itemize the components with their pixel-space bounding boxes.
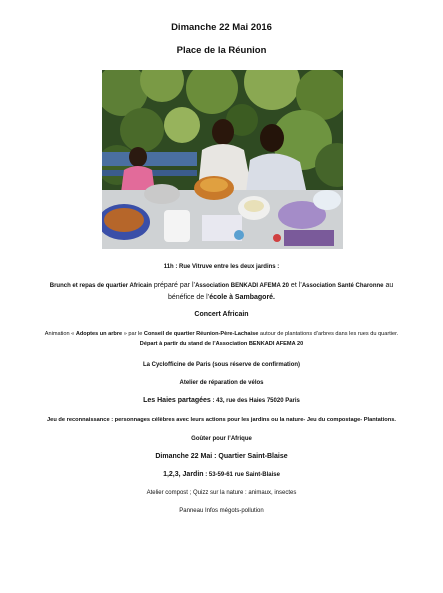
depart-text: Départ à partir du stand de l’Association BENKADI AFEMA 20 — [139, 341, 304, 347]
time-location-text: 11h : Rue Vitruve entre les deux jardins : — [163, 264, 280, 270]
jardin-line — [0, 471, 443, 478]
concert-line — [0, 311, 443, 318]
brunch-line-1 — [0, 282, 443, 289]
dimanche-saint-blaise-line — [0, 453, 443, 460]
jeu-line — [0, 417, 443, 423]
cyclofficine-text: La Cyclofficine de Paris (sous réserve de confirmation) — [142, 362, 301, 368]
jardin-part1: 1,2,3, Jardin — [163, 471, 204, 478]
cyclofficine-line — [0, 362, 443, 368]
jardin-part2: : 53-59-61 rue Saint-Blaise — [203, 472, 280, 478]
concert-text: Concert Africain — [194, 311, 249, 318]
brunch-line-2 — [0, 294, 443, 301]
event-date-title: Dimanche 22 Mai 2016 — [171, 22, 272, 33]
panneau-line — [0, 508, 443, 514]
atelier-compost-line — [0, 490, 443, 496]
atelier-velos-line — [0, 380, 443, 386]
brunch-line2b: école à Sambagoré. — [209, 294, 276, 301]
animation-part2: Adoptes un arbre — [75, 331, 123, 337]
haies-line — [0, 397, 443, 404]
animation-part3: » par le — [122, 331, 144, 337]
panneau-text: Panneau Infos mégots-pollution — [179, 508, 264, 514]
brunch-part6: au — [383, 282, 394, 289]
brunch-part2: préparé par l’ — [151, 282, 196, 289]
photo-picnic-icon — [102, 70, 343, 249]
brunch-line2a: bénéfice de l’ — [167, 294, 210, 301]
atelier-compost-text: Atelier compost ; Quizz sur la nature : animaux, insectes — [146, 490, 297, 496]
time-location-line — [0, 264, 443, 270]
depart-line — [0, 341, 443, 347]
animation-part1: Animation « — [44, 331, 76, 337]
dimanche-saint-blaise-text: Dimanche 22 Mai : Quartier Saint-Blaise — [155, 453, 288, 460]
animation-part5: autour de plantations d’arbres dans les rues du quartier. — [258, 331, 399, 337]
gouter-line — [0, 436, 443, 442]
atelier-velos-text: Atelier de réparation de vélos — [179, 380, 264, 386]
brunch-part5: Association Santé Charonne — [301, 283, 384, 289]
brunch-part1: Brunch et repas de quartier Africain — [49, 283, 152, 289]
event-place-title: Place de la Réunion — [176, 45, 267, 56]
haies-part1: Les Haies partagées — [143, 397, 211, 404]
picnic-photo — [102, 70, 343, 249]
gouter-text: Goûter pour l’Afrique — [191, 436, 252, 442]
jeu-text: Jeu de reconnaissance : personnages célèbres avec leurs actions pour les jardins ou la nature- Jeu du compostage- Plantations. — [47, 417, 396, 423]
brunch-part3: Association BENKADI AFEMA 20 — [195, 283, 289, 289]
animation-part4: Conseil de quartier Réunion-Père-Lachaise — [143, 331, 259, 337]
animation-line — [0, 331, 443, 337]
brunch-part4: et l’ — [288, 282, 302, 289]
haies-part2: : 43, rue des Haies 75020 Paris — [210, 398, 300, 404]
